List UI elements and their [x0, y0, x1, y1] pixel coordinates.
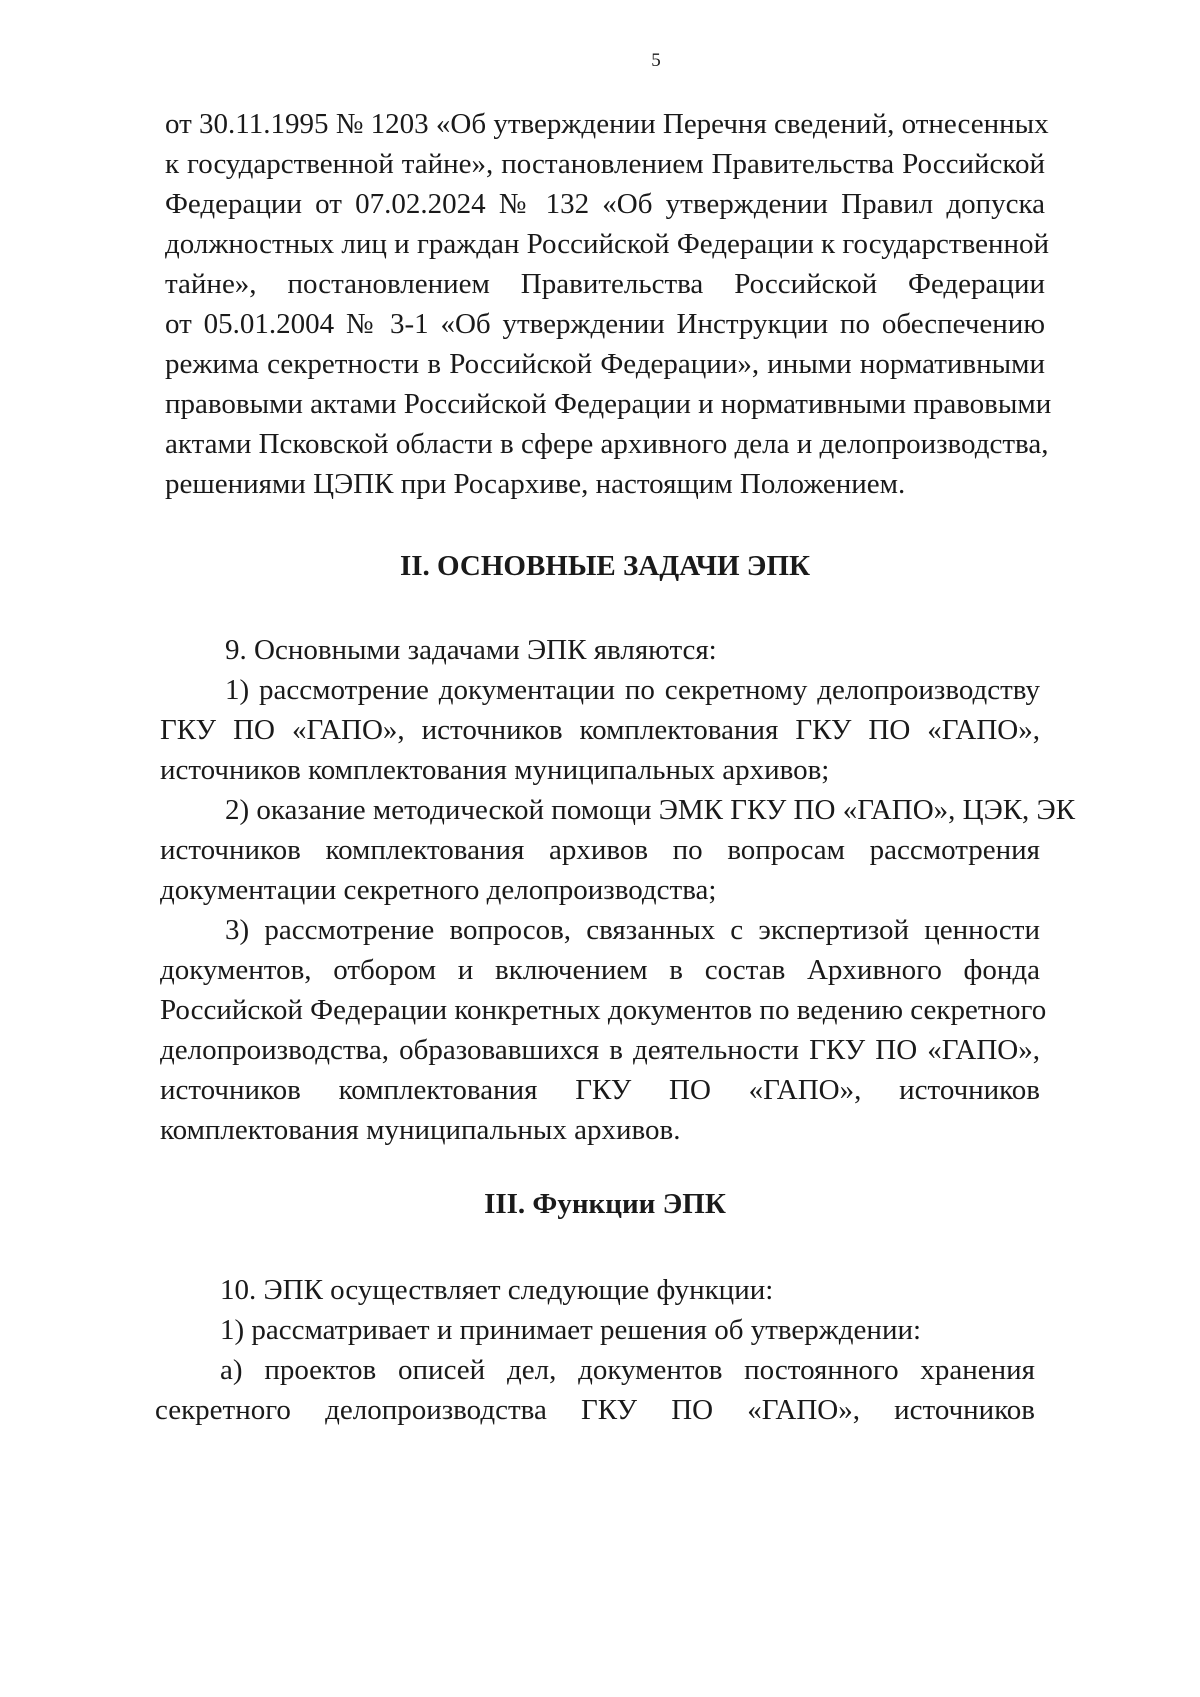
text-line: комплектования муниципальных архивов. — [160, 1114, 681, 1146]
text-line: ГКУ ПО «ГАПО», источников комплектования ГКУ ПО «ГАПО», — [160, 714, 1040, 746]
text-line: а) проектов описей дел, документов постоянного хранения — [220, 1354, 1035, 1386]
text-line: Российской Федерации конкретных документов по ведению секретного — [160, 994, 1047, 1026]
text-line: секретного делопроизводства ГКУ ПО «ГАПО», источников — [155, 1394, 1035, 1426]
text-line: делопроизводства, образовавшихся в деятельности ГКУ ПО «ГАПО», — [160, 1034, 1040, 1066]
text-line: 2) оказание методической помощи ЭМК ГКУ ПО «ГАПО», ЦЭК, ЭК — [225, 794, 1076, 826]
text-line: источников комплектования муниципальных архивов; — [160, 754, 830, 786]
text-line: источников комплектования архивов по вопросам рассмотрения — [160, 834, 1040, 866]
section-2-heading: II. ОСНОВНЫЕ ЗАДАЧИ ЭПК — [399, 550, 811, 582]
text-line: 9. Основными задачами ЭПК являются: — [225, 634, 717, 666]
text-line: от 05.01.2004 № 3-1 «Об утверждении Инструкции по обеспечению — [165, 308, 1045, 340]
section-2-body — [160, 630, 1076, 1150]
text-line: актами Псковской области в сфере архивного дела и делопроизводства, — [165, 428, 1049, 460]
text-line: документации секретного делопроизводства; — [160, 874, 717, 906]
text-line: документов, отбором и включением в состав Архивного фонда — [160, 954, 1040, 986]
page-number: 5 — [651, 50, 661, 71]
text-line: правовыми актами Российской Федерации и нормативными правовыми — [165, 388, 1052, 420]
text-line: 1) рассмотрение документации по секретному делопроизводству — [225, 674, 1040, 706]
text-line: 3) рассмотрение вопросов, связанных с экспертизой ценности — [225, 914, 1040, 946]
section-3-body — [155, 1270, 1035, 1430]
text-line: тайне», постановлением Правительства Российской Федерации — [165, 268, 1045, 300]
text-line: Федерации от 07.02.2024 № 132 «Об утверждении Правил допуска — [165, 188, 1045, 220]
text-line: должностных лиц и граждан Российской Федерации к государственной — [165, 228, 1050, 260]
section-3-heading: III. Функции ЭПК — [484, 1188, 726, 1220]
intro-paragraph — [165, 104, 1052, 504]
text-line: к государственной тайне», постановлением Правительства Российской — [165, 148, 1045, 180]
text-line: режима секретности в Российской Федерации», иными нормативными — [165, 348, 1045, 380]
text-line: от 30.11.1995 № 1203 «Об утверждении Перечня сведений, отнесенных — [165, 108, 1049, 140]
text-line: источников комплектования ГКУ ПО «ГАПО», источников — [160, 1074, 1040, 1106]
text-line: решениями ЦЭПК при Росархиве, настоящим Положением. — [165, 468, 906, 500]
text-line: 10. ЭПК осуществляет следующие функции: — [220, 1274, 774, 1306]
text-line: 1) рассматривает и принимает решения об утверждении: — [220, 1314, 922, 1346]
